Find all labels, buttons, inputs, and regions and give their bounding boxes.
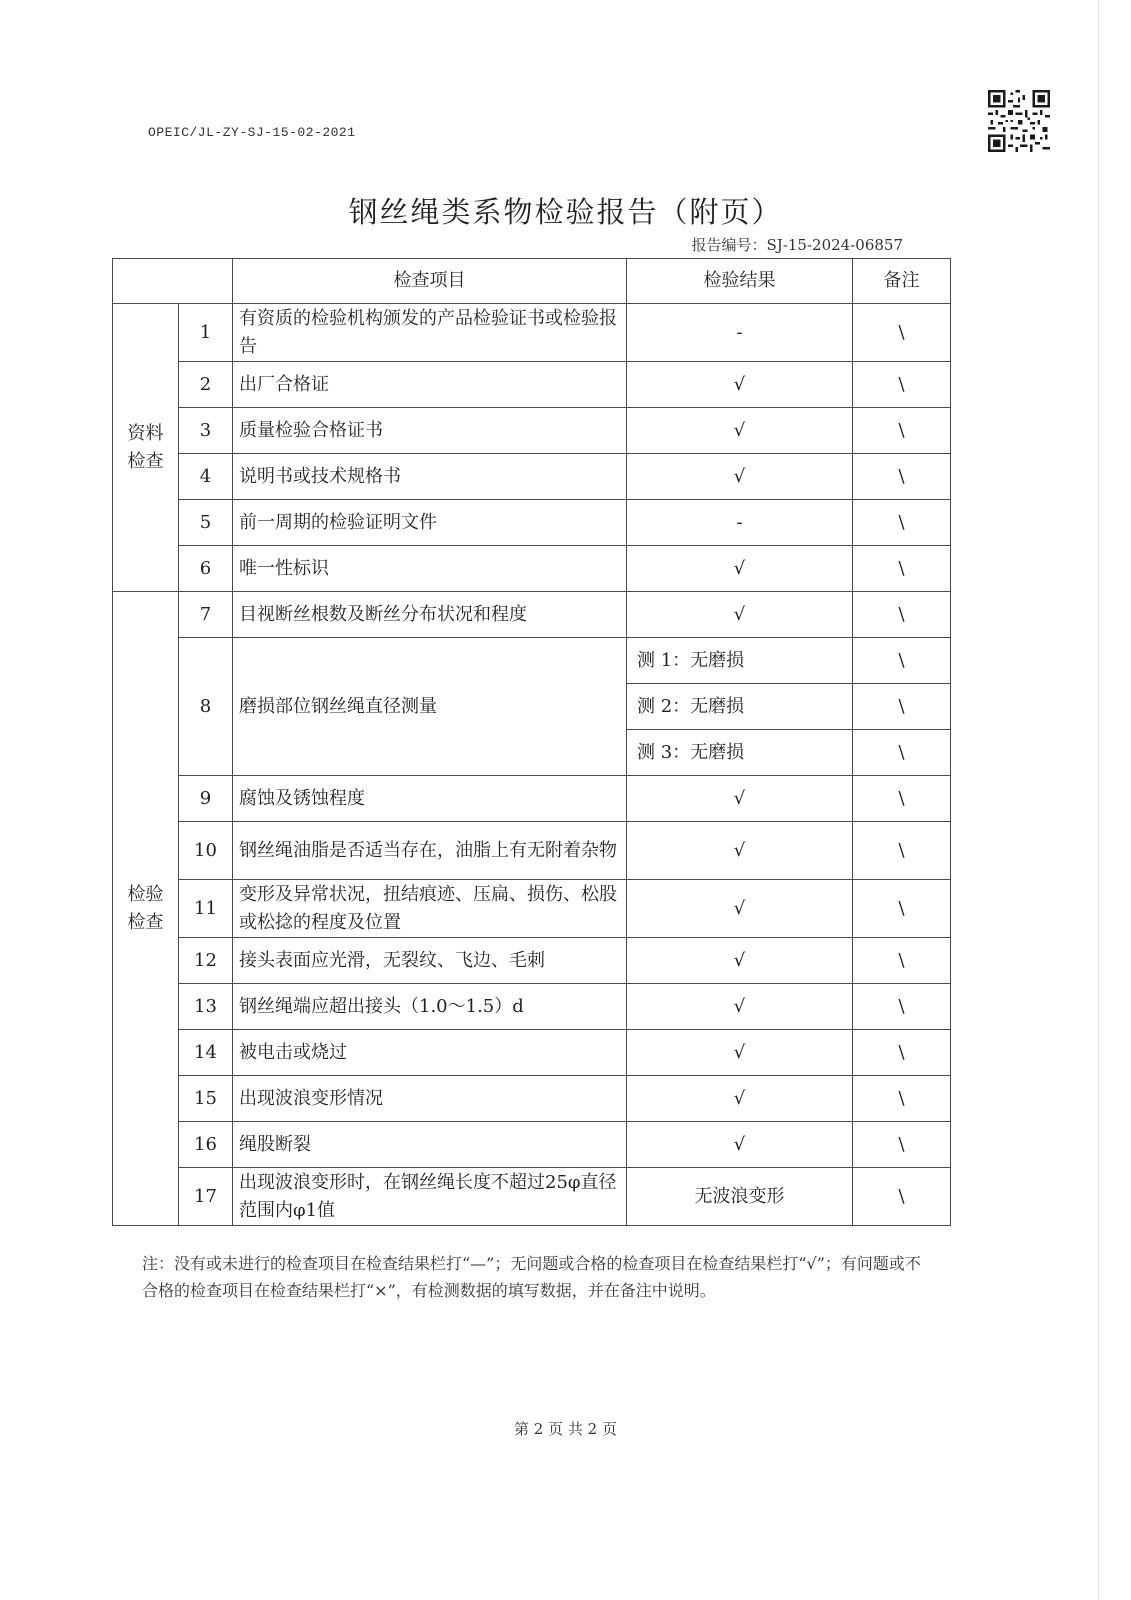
row-number: 14 [179,1030,233,1076]
category-doc-check-label: 资料 检查 [127,422,164,472]
row-number: 1 [179,304,233,362]
check-result: √ [627,822,853,880]
row-number: 7 [179,592,233,638]
row-number: 5 [179,500,233,546]
row-number: 4 [179,454,233,500]
table-row [113,776,951,822]
table-row [113,362,951,408]
row-number: 3 [179,408,233,454]
check-result: √ [627,938,853,984]
check-item: 接头表面应光滑，无裂纹、飞边、毛刺 [233,938,627,984]
check-result: √ [627,546,853,592]
row-number: 9 [179,776,233,822]
check-item: 有资质的检验机构颁发的产品检验证书或检验报告 [233,304,627,362]
check-item: 目视断丝根数及断丝分布状况和程度 [233,592,627,638]
row-number: 15 [179,1076,233,1122]
page-edge-line [1098,0,1099,1600]
table-row [113,1168,951,1226]
table-row [113,984,951,1030]
check-item: 被电击或烧过 [233,1030,627,1076]
check-result-sub: 测 1：无磨损 [627,638,853,684]
check-note: \ [853,1030,951,1076]
row-number: 8 [179,638,233,776]
table-row [113,1122,951,1168]
check-result: - [627,304,853,362]
check-note: \ [853,454,951,500]
check-note: \ [853,546,951,592]
report-number: 报告编号：SJ-15-2024-06857 [691,236,903,254]
check-result: √ [627,1076,853,1122]
table-header-row [113,259,951,304]
category-inspection-check-label: 检验 检查 [127,883,164,933]
page-number: 第 2 页 共 2 页 [514,1420,617,1438]
check-note: \ [853,730,951,776]
check-note: \ [853,984,951,1030]
check-result: √ [627,880,853,938]
check-result-sub: 测 2：无磨损 [627,684,853,730]
table-row [113,546,951,592]
row-number: 17 [179,1168,233,1226]
check-result: √ [627,984,853,1030]
check-result: √ [627,362,853,408]
table-row [113,938,951,984]
column-header-item: 检查项目 [233,259,627,304]
row-number: 13 [179,984,233,1030]
check-item: 出厂合格证 [233,362,627,408]
check-item: 变形及异常状况，扭结痕迹、压扁、损伤、松股或松捻的程度及位置 [233,880,627,938]
row-number: 12 [179,938,233,984]
inspection-table [112,258,951,1226]
check-note: \ [853,938,951,984]
check-note: \ [853,1122,951,1168]
check-note: \ [853,776,951,822]
check-item: 腐蚀及锈蚀程度 [233,776,627,822]
check-note: \ [853,822,951,880]
table-row [113,880,951,938]
row-number: 10 [179,822,233,880]
check-result: √ [627,408,853,454]
report-title: 钢丝绳类系物检验报告（附页） [348,195,783,229]
table-row [113,408,951,454]
document-code: OPEIC/JL-ZY-SJ-15-02-2021 [148,125,356,140]
check-note: \ [853,304,951,362]
table-row [113,1076,951,1122]
check-note: \ [853,684,951,730]
check-item: 质量检验合格证书 [233,408,627,454]
check-item: 磨损部位钢丝绳直径测量 [233,638,627,776]
check-note: \ [853,408,951,454]
row-number: 16 [179,1122,233,1168]
check-note: \ [853,1168,951,1226]
check-result: √ [627,592,853,638]
check-item: 出现波浪变形情况 [233,1076,627,1122]
row-number: 2 [179,362,233,408]
check-note: \ [853,880,951,938]
check-note: \ [853,500,951,546]
column-header-result: 检验结果 [627,259,853,304]
check-result: √ [627,454,853,500]
check-note: \ [853,1076,951,1122]
table-row [113,822,951,880]
footnote: 注：没有或未进行的检查项目在检查结果栏打“—”；无问题或合格的检查项目在检查结果栏打“√”；有问题或不合格的检查项目在检查结果栏打“×”，有检测数据的填写数据，并在备注中说明。 [142,1254,921,1300]
check-item: 前一周期的检验证明文件 [233,500,627,546]
check-result: - [627,500,853,546]
check-item: 钢丝绳端应超出接头（1.0～1.5）d [233,984,627,1030]
qr-code-icon [988,90,1050,152]
check-item: 说明书或技术规格书 [233,454,627,500]
check-note: \ [853,638,951,684]
check-item: 唯一性标识 [233,546,627,592]
check-note: \ [853,592,951,638]
check-item: 出现波浪变形时，在钢丝绳长度不超过25φ直径范围内φ1值 [233,1168,627,1226]
table-row [113,592,951,638]
check-note: \ [853,362,951,408]
check-result: √ [627,1122,853,1168]
check-item: 钢丝绳油脂是否适当存在，油脂上有无附着杂物 [233,822,627,880]
table-row [113,500,951,546]
check-result: √ [627,776,853,822]
column-header-note: 备注 [853,259,951,304]
check-item: 绳股断裂 [233,1122,627,1168]
category-inspection-check [113,592,179,1226]
check-result-sub: 测 3：无磨损 [627,730,853,776]
row-number: 11 [179,880,233,938]
table-row [113,638,951,684]
category-doc-check [113,304,179,592]
table-row [113,304,951,362]
table-row [113,454,951,500]
check-result: √ [627,1030,853,1076]
table-row [113,1030,951,1076]
header-blank-cell [113,259,233,304]
check-result: 无波浪变形 [627,1168,853,1226]
row-number: 6 [179,546,233,592]
